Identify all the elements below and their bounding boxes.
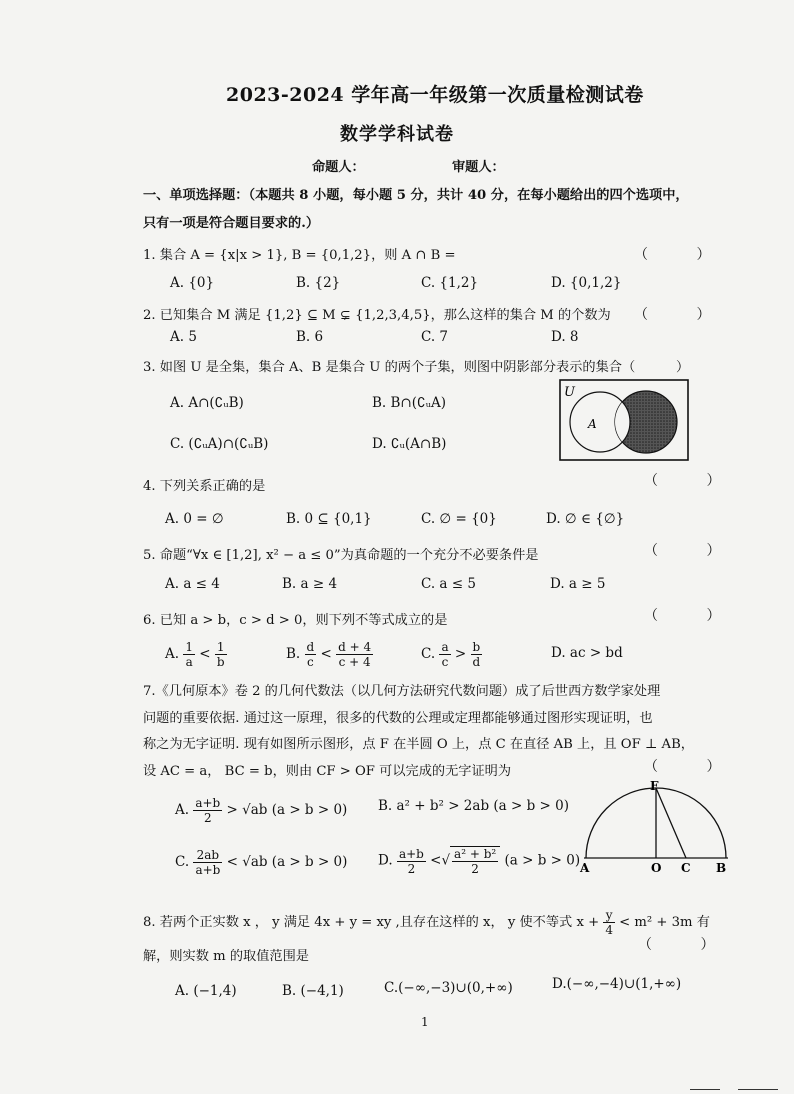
q2-option-d: D. 8: [551, 329, 579, 345]
exam-title: 2023-2024 学年高一年级第一次质量检测试卷: [226, 84, 644, 106]
q2-stem: 2. 已知集合 M 满足 {1,2} ⊆ M ⊊ {1,2,3,4,5}，那么这样的集合 M 的个数为: [143, 308, 611, 323]
q4-stem: 4. 下列关系正确的是: [143, 479, 266, 494]
point-o-label: O: [651, 861, 662, 875]
section1-line2: 只有一项是符合题目要求的.）: [143, 216, 320, 231]
q3-option-d: D. ∁ᵤ(A∩B): [372, 436, 447, 452]
subject-title: 数学学科试卷: [340, 124, 454, 145]
q7-answer-paren: （ ）: [644, 759, 743, 775]
q8-line2: 解，则实数 m 的取值范围是: [143, 949, 309, 964]
q3-answer-paren-close: ）: [676, 360, 690, 375]
q6-option-a: A. $\frac{1}{a}$ < $\frac{1}{b}$: [165, 640, 225, 669]
q6-stem: 6. 已知 a > b，c > d > 0，则下列不等式成立的是: [143, 613, 448, 628]
point-c-label: C: [681, 861, 691, 875]
venn-u-label: U: [564, 385, 575, 400]
q5-stem: 5. 命题“∀x ∈ [1,2], x² − a ≤ 0”为真命题的一个充分不必要条件是: [143, 548, 539, 563]
q4-option-b: B. 0 ⊆ {0,1}: [286, 511, 372, 527]
q7-option-c: C. $\frac{2ab}{a+b}$ < √ab (a > b > 0): [175, 848, 348, 877]
q8-option-d: D.(−∞,−4)∪(1,+∞): [552, 976, 682, 992]
q4-answer-paren: （ ）: [644, 473, 743, 489]
q6-answer-paren: （ ）: [644, 608, 743, 624]
q8-option-b: B. (−4,1): [282, 983, 344, 999]
q5-option-d: D. a ≥ 5: [550, 576, 606, 592]
reviewer-label: 审题人：: [452, 160, 505, 175]
q5-option-c: C. a ≤ 5: [421, 576, 476, 592]
q4-option-c: C. ∅ = {0}: [421, 511, 497, 527]
q7-line2: 问题的重要依据. 通过这一原理，很多的代数的公理或定理都能够通过图形实现证明，也: [143, 711, 653, 726]
section1-line1: 一、单项选择题：（本题共 8 小题，每小题 5 分，共计 40 分，在每小题给出的四个选项中，: [143, 188, 689, 203]
scan-mark: [738, 1089, 778, 1090]
q8-answer-paren: （ ）: [638, 937, 737, 953]
q8-option-a: A. (−1,4): [175, 983, 237, 999]
q1-stem: 1. 集合 A = {x|x > 1}, B = {0,1,2}，则 A ∩ B =: [143, 248, 456, 263]
page-number: 1: [421, 1015, 429, 1029]
semicircle-figure: [576, 778, 736, 878]
q2-option-a: A. 5: [170, 329, 197, 345]
q2-answer-paren: （ ）: [634, 307, 733, 323]
scan-mark: [690, 1089, 720, 1090]
q1-option-b: B. {2}: [296, 275, 341, 291]
q7-option-b: B. a² + b² > 2ab (a > b > 0): [378, 798, 569, 814]
q1-option-a: A. {0}: [170, 275, 215, 291]
q7-line4: 设 AC = a， BC = b，则由 CF > OF 可以完成的无字证明为: [143, 764, 512, 779]
venn-diagram: [558, 378, 690, 462]
q3-option-c: C. (∁ᵤA)∩(∁ᵤB): [170, 436, 269, 452]
q2-option-b: B. 6: [296, 329, 324, 345]
q4-option-a: A. 0 = ∅: [165, 511, 224, 527]
q1-option-d: D. {0,1,2}: [551, 275, 622, 291]
q8-line1: 8. 若两个正实数 x ， y 满足 4x + y = xy ,且存在这样的 x， y 使不等式 x + $\frac{y}{4}$ < m² + 3m 有: [143, 908, 710, 937]
q5-option-a: A. a ≤ 4: [165, 576, 220, 592]
q1-option-c: C. {1,2}: [421, 275, 479, 291]
point-a-label: A: [580, 861, 590, 875]
q6-option-c: C. $\frac{a}{c}$ > $\frac{b}{d}$: [421, 640, 481, 669]
q7-option-a: A. $\frac{a+b}{2}$ > √ab (a > b > 0): [175, 796, 348, 825]
q3-option-b: B. B∩(∁ᵤA): [372, 395, 446, 411]
q7-line3: 称之为无字证明. 现有如图所示图形，点 F 在半圆 O 上，点 C 在直径 AB 上，且 OF ⊥ AB，: [143, 737, 694, 752]
author-label: 命题人：: [312, 160, 365, 175]
q5-answer-paren: （ ）: [644, 543, 743, 559]
q3-option-a: A. A∩(∁ᵤB): [170, 395, 244, 411]
q7-line1: 7.《几何原本》卷 2 的几何代数法（以几何方法研究代数问题）成了后世西方数学家处理: [143, 684, 661, 699]
q7-option-d: D. $\frac{a+b}{2}$ <√ $\frac{\text{a² + b²}}{2}$ (a > b > 0): [378, 846, 581, 876]
q2-option-c: C. 7: [421, 329, 449, 345]
q1-answer-paren: （ ）: [634, 247, 733, 263]
q6-option-d: D. ac > bd: [551, 645, 623, 661]
q3-stem: 3. 如图 U 是全集，集合 A、B 是集合 U 的两个子集，则图中阴影部分表示的集合（: [143, 360, 636, 375]
point-f-label: F: [650, 779, 659, 793]
segment-cf: [656, 788, 686, 858]
q5-option-b: B. a ≥ 4: [282, 576, 338, 592]
q4-option-d: D. ∅ ∈ {∅}: [546, 511, 625, 527]
venn-a-label: A: [588, 417, 597, 431]
q6-option-b: B. $\frac{d}{c}$ < $\frac{d + 4}{c + 4}$: [286, 640, 372, 669]
point-b-label: B: [716, 861, 727, 875]
q8-option-c: C.(−∞,−3)∪(0,+∞): [384, 980, 513, 996]
